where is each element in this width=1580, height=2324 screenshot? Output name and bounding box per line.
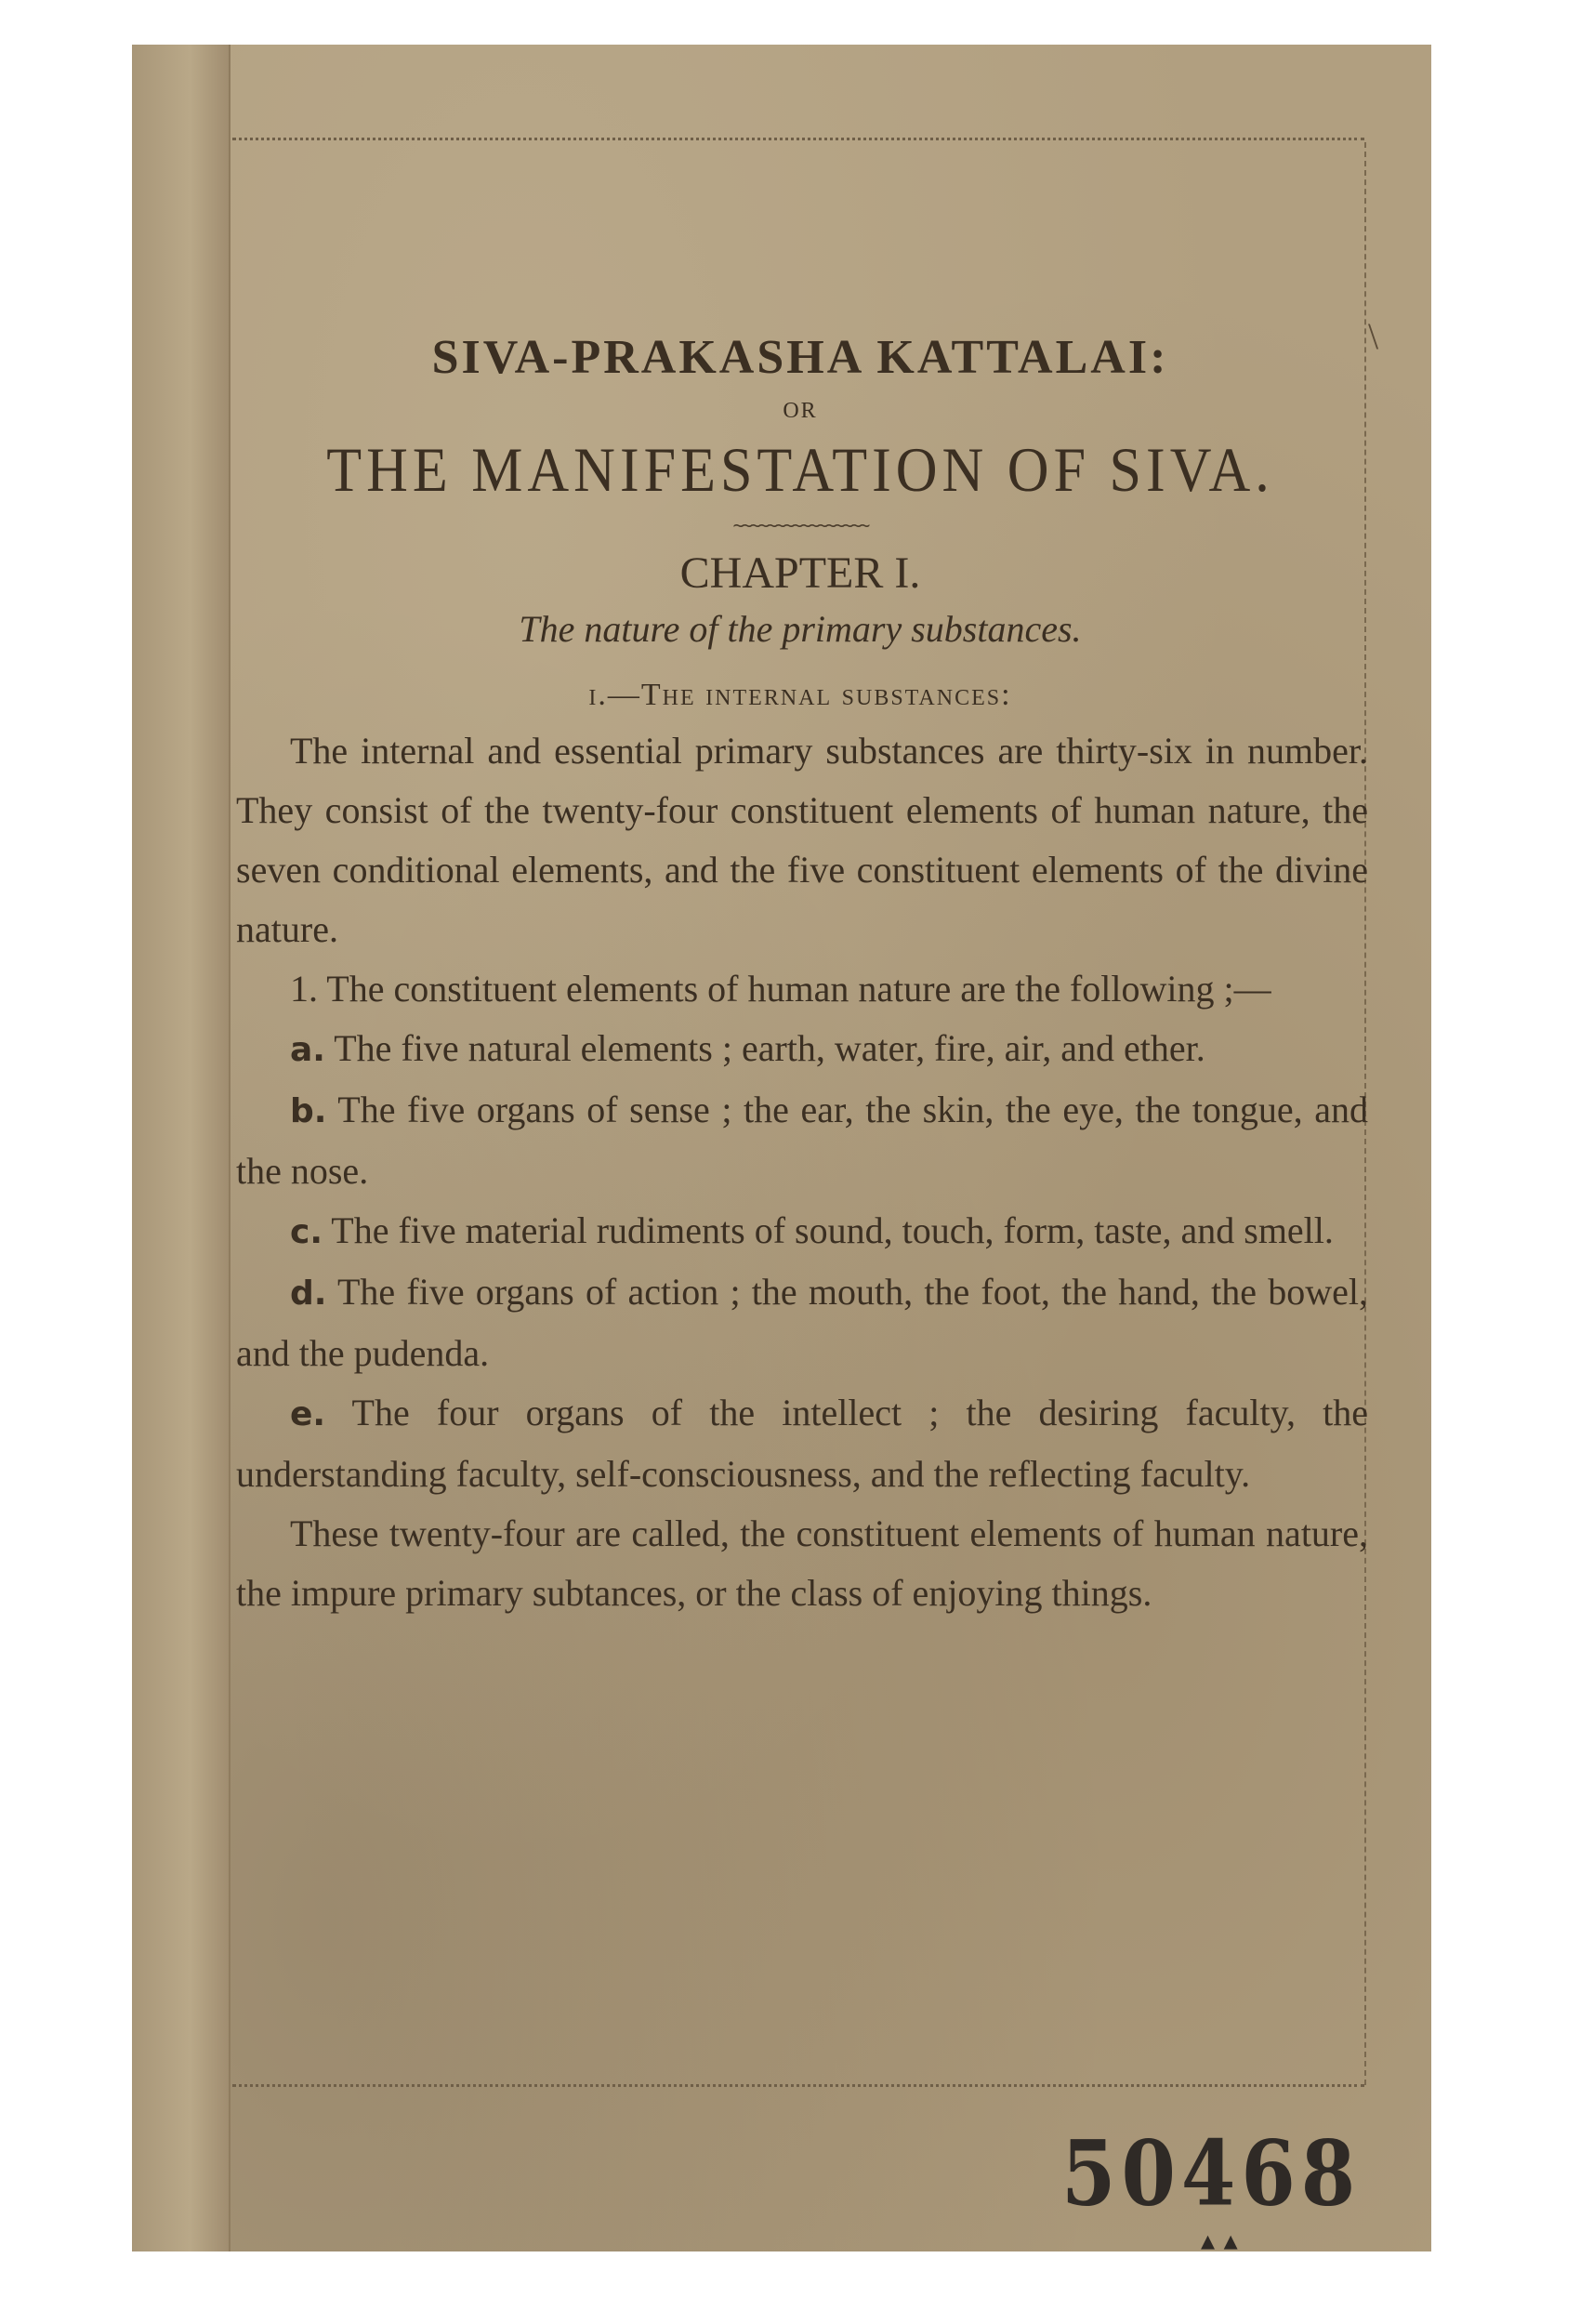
list-item-text: The five material rudiments of sound, touch, form, taste, and smell. <box>331 1209 1334 1251</box>
page-subtitle: THE MANIFESTATION OF SIVA. <box>326 435 1274 506</box>
chapter-subtitle: The nature of the primary substances. <box>519 608 1082 650</box>
list-item <box>232 1019 1368 1080</box>
list-item-text: The five organs of action ; the mouth, the foot, the hand, the bowel, and the pudenda. <box>236 1271 1368 1374</box>
book-page <box>132 45 1431 2251</box>
list-item-text: The four organs of the intellect ; the desiring faculty, the understanding faculty, self-consciousness, and the reflecting faculty. <box>236 1392 1368 1495</box>
paragraph-list-lead: 1. The constituent elements of human nature are the following ;— <box>290 968 1271 1010</box>
list-item-letter: e. <box>290 1395 326 1433</box>
list-item-text: The five organs of sense ; the ear, the skin, the eye, the tongue, and the nose. <box>236 1089 1368 1192</box>
list-item-letter: a. <box>290 1031 325 1069</box>
page-text <box>232 324 1368 1623</box>
title-or: OR <box>783 399 818 423</box>
list-item-letter: c. <box>290 1213 323 1251</box>
margin-mark: \ <box>1368 315 1379 357</box>
stamp-mark: ▴ ▴ <box>1201 2225 1238 2251</box>
catalog-stamp-number: 50468 <box>1061 2119 1362 2226</box>
ornament-divider: ~~~~~~~~~~~~~~~~ <box>732 514 868 536</box>
list-item <box>232 1080 1368 1201</box>
list-item <box>232 1383 1368 1504</box>
binding-edge <box>132 45 230 2251</box>
chapter-heading: CHAPTER I. <box>679 548 921 598</box>
section-heading: i.—The internal substances: <box>588 678 1012 712</box>
top-dotted-rule <box>232 138 1364 140</box>
paragraph-closing: These twenty-four are called, the constituent elements of human nature, the impure primary subtances, or the class of enjoying things. <box>236 1512 1368 1614</box>
bottom-dotted-rule <box>232 2084 1364 2087</box>
paragraph-intro: The internal and essential primary substances are thirty-six in number. They consist of the twenty-four constituent elements of human nature, the seven conditional elements, and the five constituent elements of the divine nature. <box>236 730 1368 950</box>
list-item <box>232 1262 1368 1383</box>
list-item-letter: b. <box>290 1092 327 1130</box>
page-title: SIVA-PRAKASHA KATTALAI: <box>431 331 1169 384</box>
list-item <box>232 1201 1368 1262</box>
list-item-letter: d. <box>290 1274 327 1313</box>
list-item-text: The five natural elements ; earth, water, fire, air, and ether. <box>334 1027 1205 1069</box>
